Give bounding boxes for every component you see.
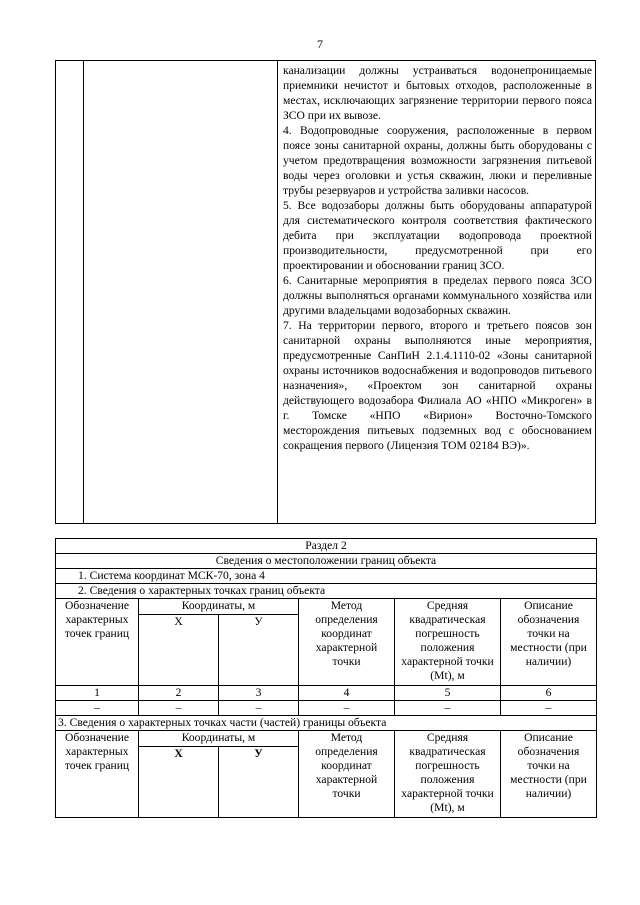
header-x-2: Х: [139, 747, 219, 818]
empty-cell: –: [299, 701, 395, 716]
empty-cell: –: [395, 701, 501, 716]
page-number: 7: [317, 37, 323, 51]
section-subtitle: Сведения о местоположении границ объекта: [56, 554, 597, 569]
header-x: Х: [139, 615, 219, 686]
header-y: У: [219, 615, 299, 686]
paragraph-sewage: канализации должны устраиваться водонепроницаемые приемники нечистот и бытовых отходов, расположенные в местах, исключающих загрязнение территории первого пояса ЗСО при их вывозе.: [283, 64, 592, 122]
paragraph-5: 5. Все водозаборы должны быть оборудованы аппаратурой для систематического контроля соответствия фактического дебита при эксплуатации водопровода проектной производительности, предусмотренной при его проектировании и обосновании границ ЗСО.: [283, 199, 592, 272]
header-accuracy: Средняя квадратическая погрешность положения характерной точки (Mt), м: [395, 599, 501, 686]
section-title: Раздел 2: [56, 539, 597, 554]
column-number: 5: [395, 686, 501, 701]
header-designation: Обозначение характерных точек границ: [56, 599, 139, 686]
part-boundary-points-heading: 3. Сведения о характерных точках части (частей) границы объекта: [56, 716, 597, 731]
column-number: 2: [139, 686, 219, 701]
empty-cell: –: [56, 701, 139, 716]
column-number: 1: [56, 686, 139, 701]
header-description: Описание обозначения точки на местности (при наличии): [501, 599, 597, 686]
empty-cell: –: [219, 701, 299, 716]
empty-cell: –: [139, 701, 219, 716]
header-method-2: Метод определения координат характерной точки: [299, 731, 395, 818]
header-description-2: Описание обозначения точки на местности (при наличии): [501, 731, 597, 818]
column-number: 4: [299, 686, 395, 701]
header-designation-2: Обозначение характерных точек границ: [56, 731, 139, 818]
empty-cell: –: [501, 701, 597, 716]
paragraph-7: 7. На территории первого, второго и третьего поясов зон санитарной охраны выполняются иные мероприятия, предусмотренные СанПиН 2.1.4.1110-02 «Зоны санитарной охраны источников водоснабжения и водопроводов питьевого назначения», «Проектом зон санитарной охраны действующего водозабора Филиала АО «НПО «Микроген» в г. Томске «НПО «Вирион» Восточно-Томского месторождения питьевых подземных вод с обоснованием сокращения первого (Лицензия ТОМ 02184 ВЭ)».: [283, 319, 592, 452]
measures-table: [55, 60, 596, 524]
paragraph-4: 4. Водопроводные сооружения, расположенные в первом поясе зоны санитарной охраны, должны быть оборудованы с учетом предотвращения возможности загрязнения питьевой воды через оголовки и устья скважин, люки и переливные трубы резервуаров и устройства заливки насосов.: [283, 124, 592, 197]
column-number: 3: [219, 686, 299, 701]
header-coordinates: Координаты, м: [139, 599, 299, 615]
header-y-2: У: [219, 747, 299, 818]
column-number: 6: [501, 686, 597, 701]
name-column: [84, 61, 278, 523]
header-accuracy-2: Средняя квадратическая погрешность положения характерной точки (Mt), м: [395, 731, 501, 818]
boundary-points-heading: 2. Сведения о характерных точках границ объекта: [56, 584, 597, 599]
header-coordinates-2: Координаты, м: [139, 731, 299, 747]
measures-text: [283, 63, 592, 453]
section-2-table: [55, 538, 597, 818]
header-method: Метод определения координат характерной точки: [299, 599, 395, 686]
number-column: [56, 61, 84, 523]
coordinate-system: 1. Система координат МСК-70, зона 4: [56, 569, 597, 584]
paragraph-6: 6. Санитарные мероприятия в пределах первого пояса ЗСО должны выполняться органами коммунального хозяйства или другими владельцами водозаборных скважин.: [283, 274, 592, 317]
